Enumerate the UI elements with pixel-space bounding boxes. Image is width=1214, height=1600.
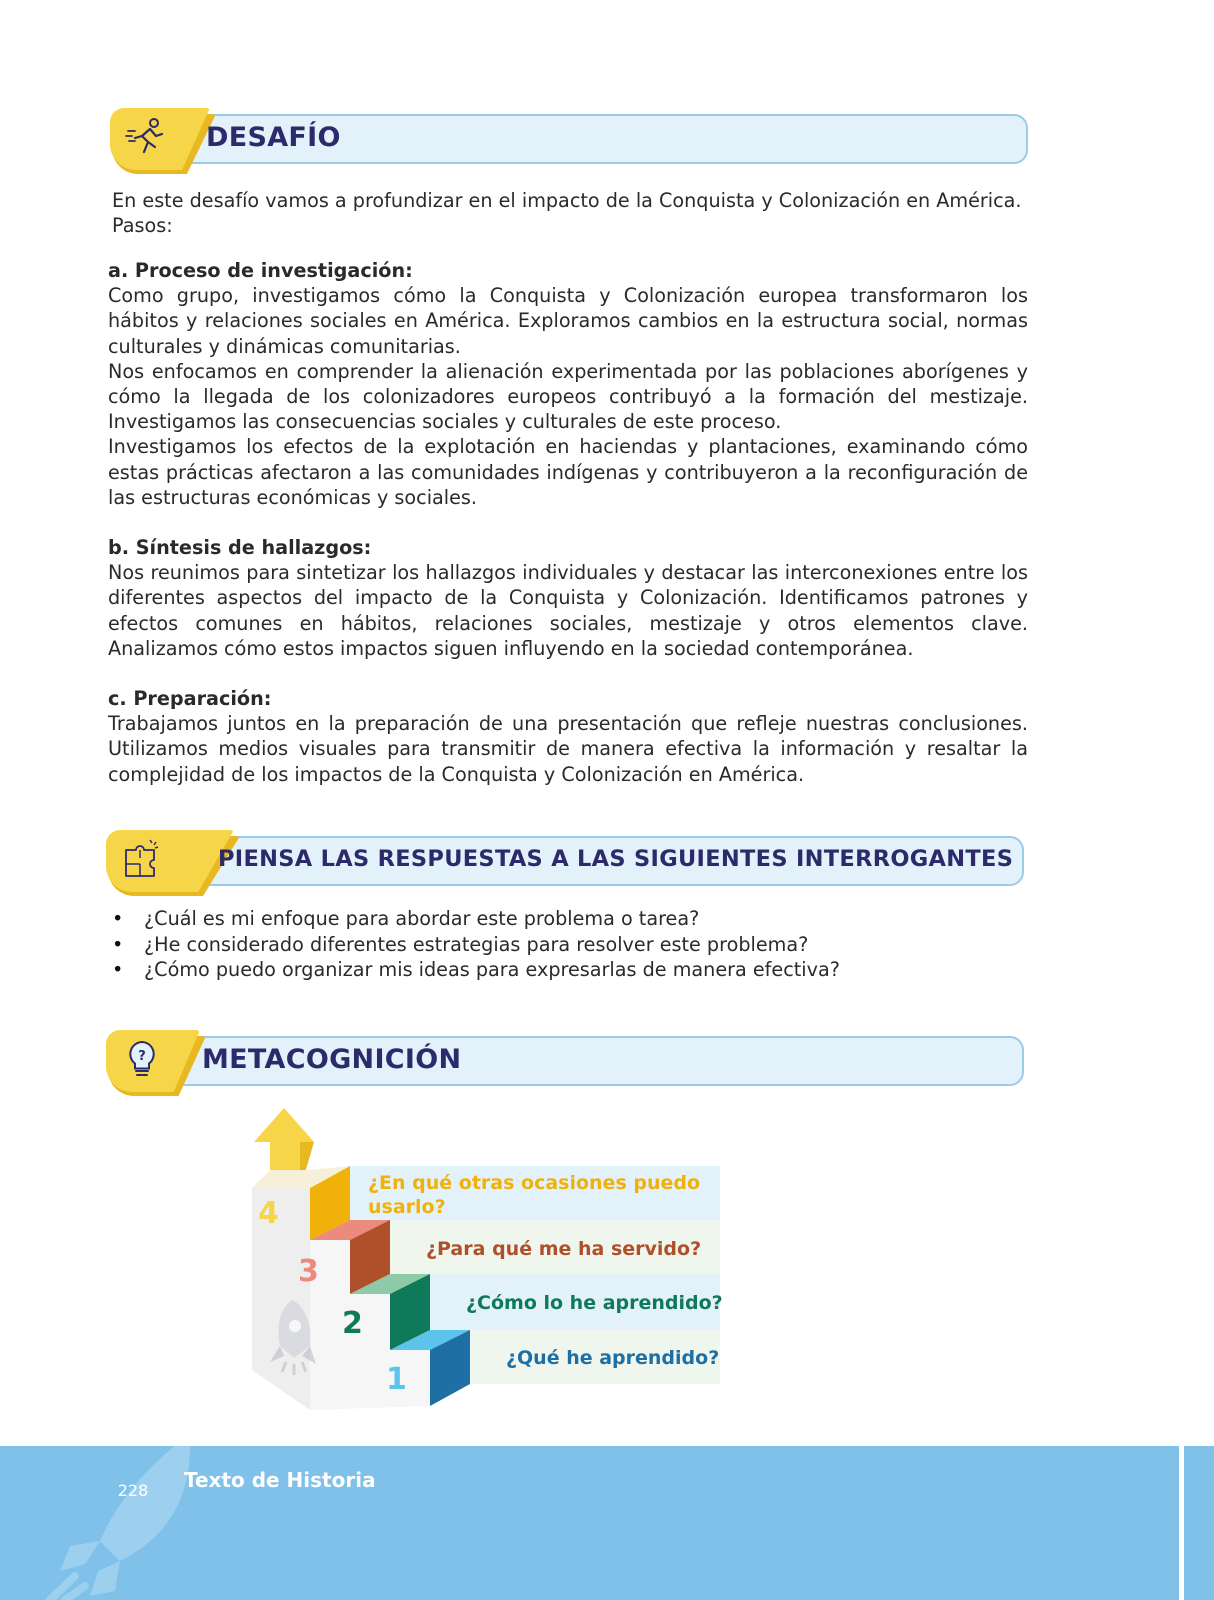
page-footer xyxy=(0,1446,1214,1600)
metacognition-stairs xyxy=(240,1100,740,1420)
section-title: DESAFÍO xyxy=(206,122,341,153)
page-number: 228 xyxy=(117,1481,149,1500)
list-item: • ¿Cómo puedo organizar mis ideas para expresarlas de manera efectiva? xyxy=(112,957,840,983)
footer-edge xyxy=(1192,1446,1214,1600)
step-2-label: ¿Cómo lo he aprendido? xyxy=(466,1292,723,1314)
puzzle-icon xyxy=(120,836,164,880)
step-number-1: 1 xyxy=(386,1362,407,1397)
section-title: PIENSA LAS RESPUESTAS A LAS SIGUIENTES INTERROGANTES xyxy=(218,846,1014,872)
list-item: • ¿He considerado diferentes estrategias para resolver este problema? xyxy=(112,932,840,958)
step-number-3: 3 xyxy=(298,1254,319,1289)
intro-text: En este desafío vamos a profundizar en el impacto de la Conquista y Colonización en América. xyxy=(112,189,1022,212)
step-3-label: ¿Para qué me ha servido? xyxy=(426,1238,702,1260)
questions-list xyxy=(112,906,840,983)
step-1-label: ¿Qué he aprendido? xyxy=(506,1347,720,1369)
step-number-4: 4 xyxy=(258,1196,279,1231)
desafio-intro xyxy=(112,188,1032,238)
subheading-b: b. Síntesis de hallazgos: xyxy=(108,536,372,560)
piensa-header xyxy=(106,830,1024,886)
metacognicion-header xyxy=(106,1030,1024,1086)
paragraph-b1: Nos reunimos para sintetizar los hallazgos individuales y destacar las interconexiones entre los diferentes aspectos del impacto de la Conquista y Colonización. Identificamos patrones y efectos comunes en hábitos, relaciones sociales, mestizaje y otros elementos clave. Analizamos cómo estos impactos siguen influyendo en la sociedad contemporánea. xyxy=(108,561,1028,660)
list-item: • ¿Cuál es mi enfoque para abordar este problema o tarea? xyxy=(112,906,840,932)
desafio-body xyxy=(108,258,1028,787)
step-number-2: 2 xyxy=(342,1306,363,1341)
subheading-c: c. Preparación: xyxy=(108,687,272,711)
paragraph-a1: Como grupo, investigamos cómo la Conquista y Colonización europea transformaron los hábitos y relaciones sociales en América. Exploramos cambios en la estructura social, normas culturales y dinámicas comunitarias. xyxy=(108,284,1028,358)
rocket-watermark-icon xyxy=(40,1446,190,1600)
section-title: METACOGNICIÓN xyxy=(202,1044,462,1075)
step-4-label-line2: usarlo? xyxy=(368,1196,446,1218)
intro-steps-label: Pasos: xyxy=(112,214,173,238)
paragraph-a3: Investigamos los efectos de la explotación en haciendas y plantaciones, examinando cómo estas prácticas afectaron a las comunidades indígenas y contribuyeron a la reconfiguración de las estructuras económicas y sociales. xyxy=(108,435,1028,509)
paragraph-c1: Trabajamos juntos en la preparación de una presentación que refleje nuestras conclusiones. Utilizamos medios visuales para transmitir de manera efectiva la información y resaltar la complejidad de los impactos de la Conquista y Colonización en América. xyxy=(108,712,1028,786)
subheading-a: a. Proceso de investigación: xyxy=(108,259,413,282)
lightbulb-icon xyxy=(120,1036,164,1080)
footer-stripe xyxy=(1179,1446,1184,1600)
running-person-icon xyxy=(124,114,168,158)
paragraph-a2: Nos enfocamos en comprender la alienación experimentada por las poblaciones aborígenes y cómo la llegada de los colonizadores europeos contribuyó a la formación del mestizaje. Investigamos las consecuencias sociales y culturales de este proceso. xyxy=(108,359,1028,434)
svg-text:?: ? xyxy=(138,1049,146,1064)
desafio-header xyxy=(110,108,1028,164)
step-4-label-line1: ¿En qué otras ocasiones puedo xyxy=(368,1172,701,1194)
book-title: Texto de Historia xyxy=(184,1468,376,1492)
